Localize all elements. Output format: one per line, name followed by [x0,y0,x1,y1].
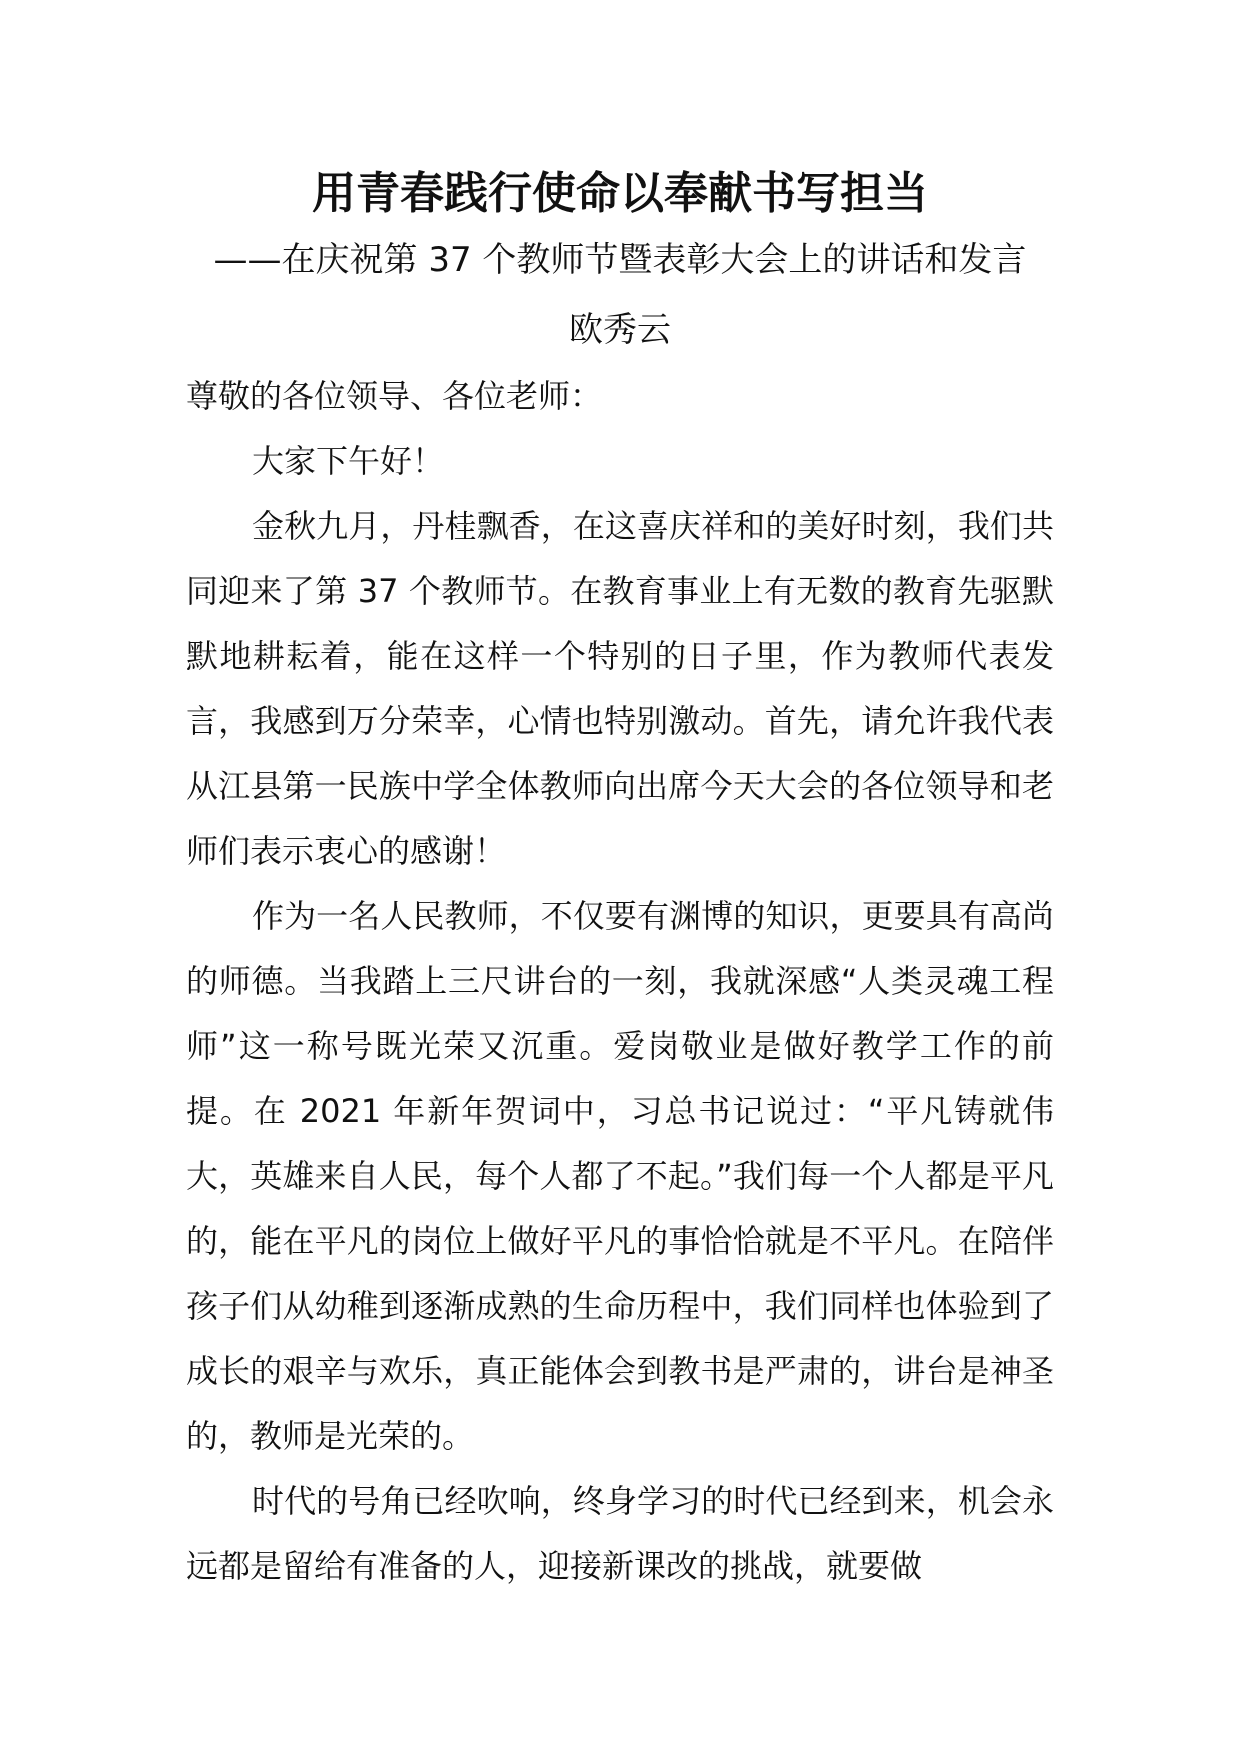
document-subtitle: ——在庆祝第 37 个教师节暨表彰大会上的讲话和发言 [213,240,1027,280]
paragraph-1: 金秋九月，丹桂飘香，在这喜庆祥和的美好时刻，我们共同迎来了第 37 个教师节。在教育事业上有无数的教育先驱默默地耕耘着，能在这样一个特别的日子里，作为教师代表发言，我感到万分荣幸，心情也特别激动。首先，请允许我代表从江县第一民族中学全体教师向出席今天大会的各位领导和老师们表示衷心的感谢！ [186,507,1054,870]
author-name: 欧秀云 [569,310,671,350]
salutation: 尊敬的各位领导、各位老师： [186,377,603,415]
document-title: 用青春践行使命以奉献书写担当 [312,168,928,219]
speech-body [186,364,1054,1599]
paragraph-2: 作为一名人民教师，不仅要有渊博的知识，更要具有高尚的师德。当我踏上三尺讲台的一刻，我就深感“人类灵魂工程师”这一称号既光荣又沉重。爱岗敬业是做好教学工作的前提。在 2021 年新年贺词中，习总书记说过：“平凡铸就伟大，英雄来自人民，每个人都了不起。”我们每一个人都是平凡的，能在平凡的岗位上做好平凡的事恰恰就是不平凡。在陪伴孩子们从幼稚到逐渐成熟的生命历程中，我们同样也体验到了成长的艰辛与欢乐，真正能体会到教书是严肃的，讲台是神圣的，教师是光荣的。 [186,897,1054,1455]
greeting: 大家下午好！ [252,442,445,480]
paragraph-3: 时代的号角已经吹响，终身学习的时代已经到来，机会永远都是留给有准备的人，迎接新课改的挑战，就要做 [186,1482,1054,1585]
